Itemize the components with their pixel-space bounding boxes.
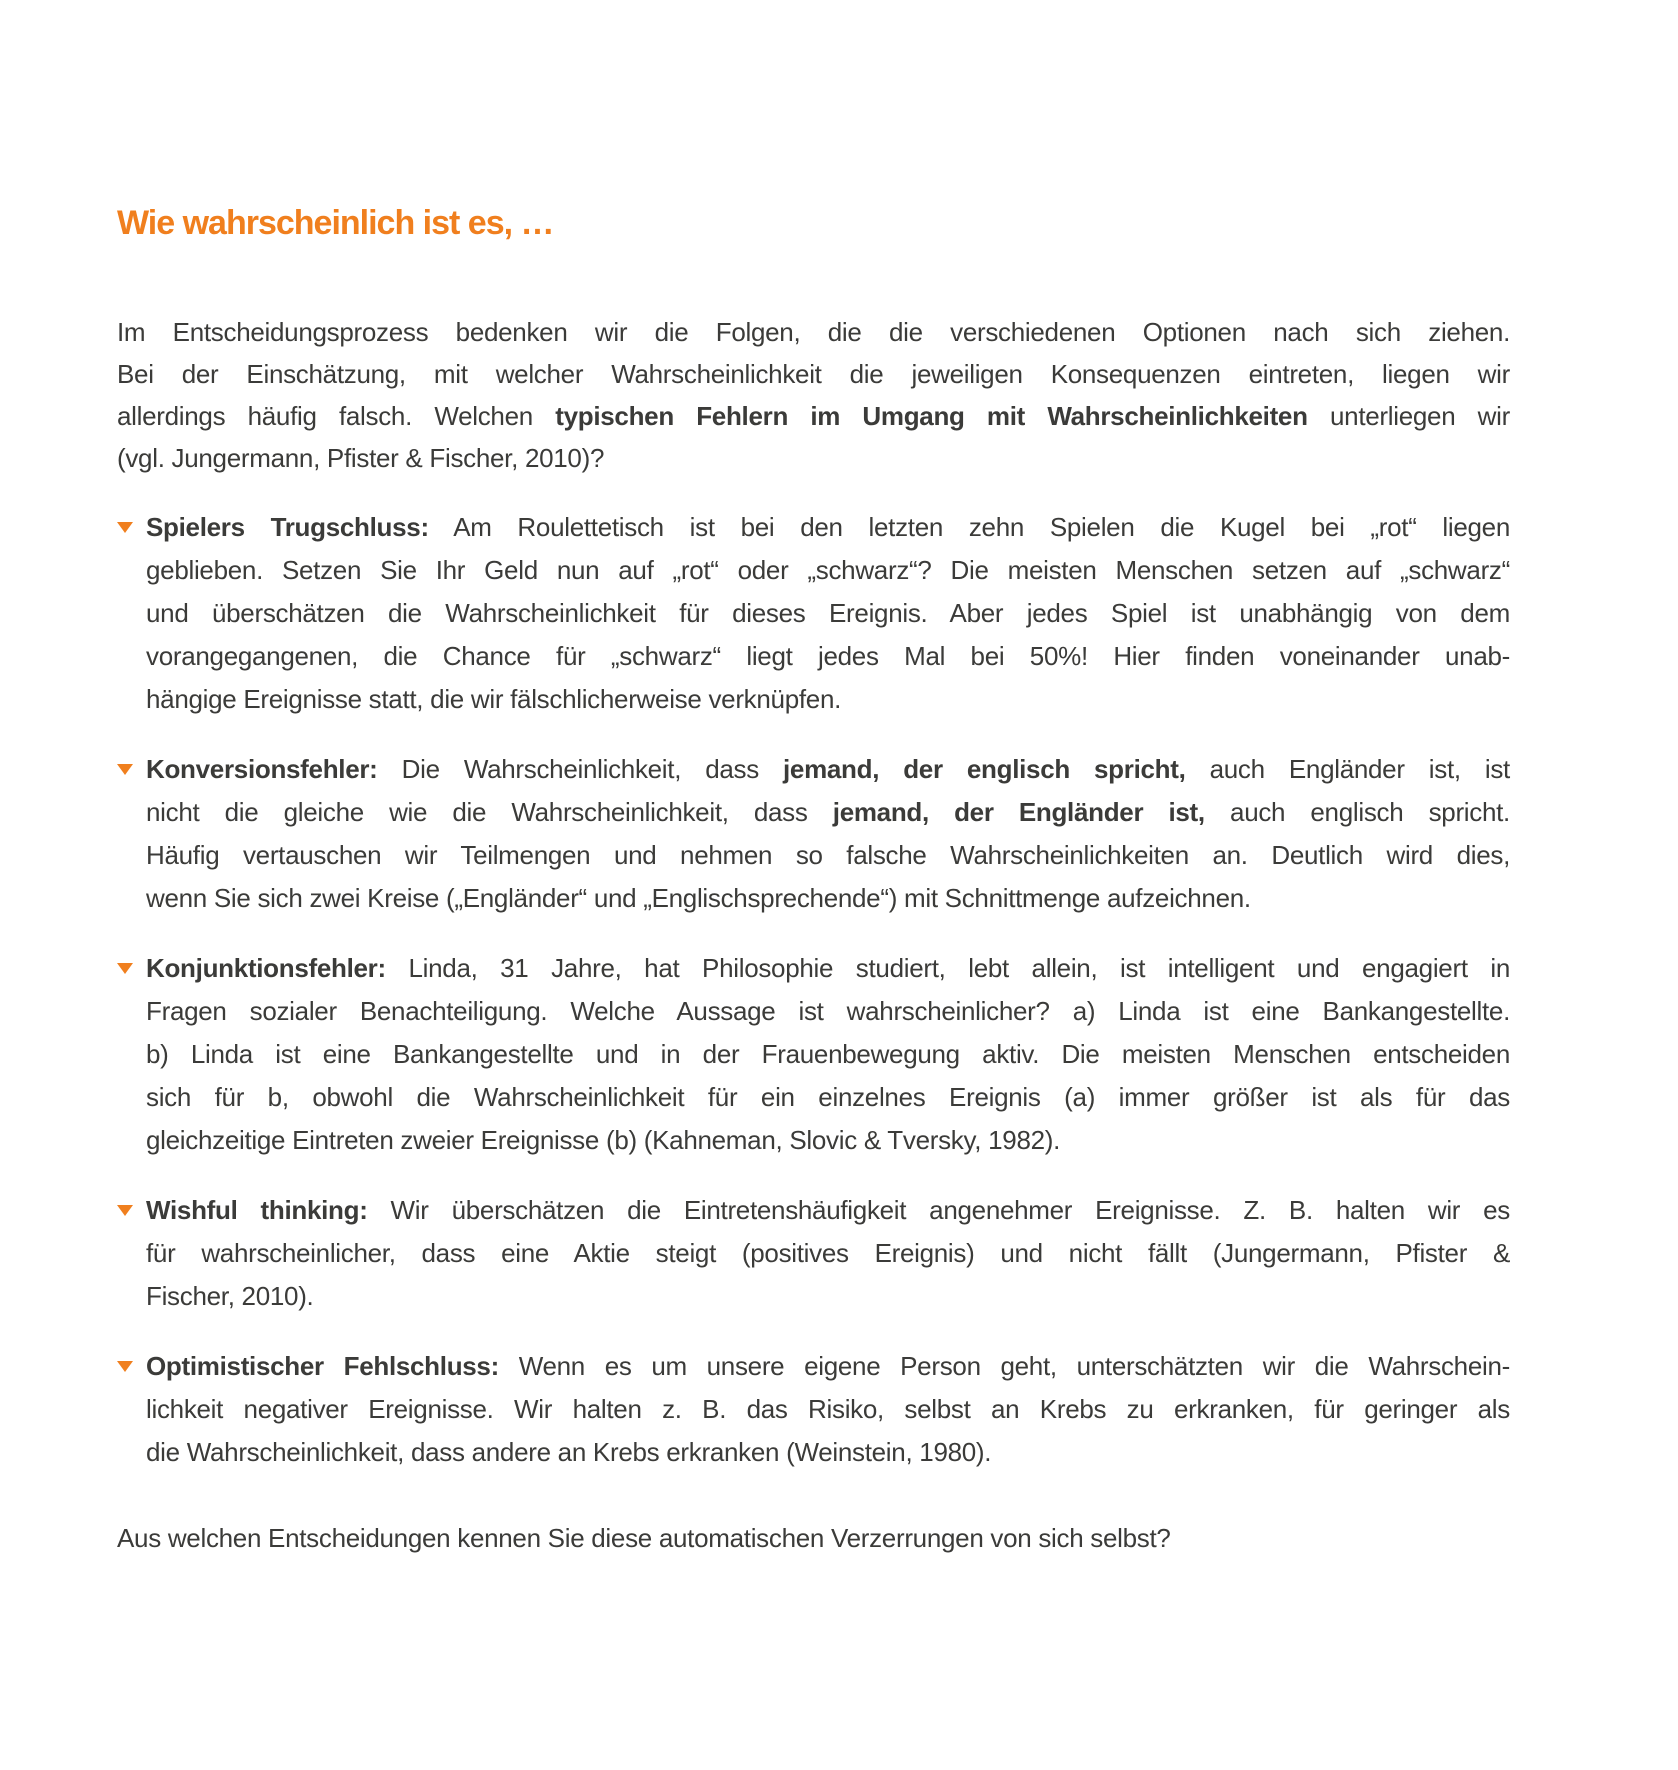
bullet-text xyxy=(146,1345,1510,1474)
text-line xyxy=(146,1232,1510,1275)
text-line xyxy=(146,678,1510,721)
text-line xyxy=(146,1431,1510,1474)
text-run: Wir überschätzen die Eintretenshäufigkeit angenehmer Ereignisse. Z. B. halten wir es xyxy=(367,1195,1510,1225)
text-run: Linda, 31 Jahre, hat Philosophie studiert, lebt allein, ist intelligent und engagiert in xyxy=(385,953,1510,983)
text-run: sich für b, obwohl die Wahrscheinlichkeit für ein einzelnes Ereignis (a) immer größer ist als für das xyxy=(146,1082,1510,1112)
text-run: auch Engländer ist, ist xyxy=(1185,754,1510,784)
text-run: lichkeit negativer Ereignisse. Wir halten z. B. das Risiko, selbst an Krebs zu erkranken, für geringer als xyxy=(146,1394,1510,1424)
bullet-item-optimistischer-fehlschluss xyxy=(117,1345,1510,1474)
text-line xyxy=(146,1345,1510,1388)
text-line xyxy=(146,990,1510,1033)
bullet-text xyxy=(146,947,1510,1162)
bullet-text xyxy=(146,1189,1510,1318)
text-line xyxy=(146,834,1510,877)
bold-text-run: Optimistischer Fehlschluss: xyxy=(146,1351,499,1381)
text-run: wenn Sie sich zwei Kreise („Engländer“ und „Englischsprechende“) mit Schnittmenge aufzeichnen. xyxy=(146,883,1251,913)
text-line xyxy=(117,311,1510,353)
text-line xyxy=(146,592,1510,635)
text-run: hängige Ereignisse statt, die wir fälschlicherweise verknüpfen. xyxy=(146,684,842,714)
text-line xyxy=(117,437,1510,479)
bold-text-run: jemand, der englisch spricht, xyxy=(783,754,1186,784)
text-run: für wahrscheinlicher, dass eine Aktie steigt (positives Ereignis) und nicht fällt (Jungermann, Pfister & xyxy=(146,1238,1510,1268)
text-column xyxy=(117,203,1510,1559)
bullet-item-konversionsfehler xyxy=(117,748,1510,920)
bold-text-run: Spielers Trugschluss: xyxy=(146,512,429,542)
triangle-down-icon xyxy=(117,764,133,775)
text-run: die Wahrscheinlichkeit, dass andere an Krebs erkranken (Weinstein, 1980). xyxy=(146,1437,992,1467)
text-line xyxy=(146,635,1510,678)
bullet-item-spielers-trugschluss xyxy=(117,506,1510,721)
text-line xyxy=(117,395,1510,437)
bullet-item-konjunktionsfehler xyxy=(117,947,1510,1162)
text-run: allerdings häufig falsch. Welchen xyxy=(117,401,556,431)
triangle-down-icon xyxy=(117,1205,133,1216)
text-line xyxy=(146,877,1510,920)
text-line xyxy=(146,1189,1510,1232)
closing-paragraph: Aus welchen Entscheidungen kennen Sie diese automatischen Verzerrungen von sich selbst? xyxy=(117,1523,1171,1553)
bold-text-run: Konversionsfehler: xyxy=(146,754,378,784)
triangle-down-icon xyxy=(117,963,133,974)
bullet-item-wishful-thinking xyxy=(117,1189,1510,1318)
text-run: Fischer, 2010). xyxy=(146,1281,314,1311)
text-line xyxy=(146,549,1510,592)
triangle-down-icon xyxy=(117,1361,133,1372)
text-run: vorangegangenen, die Chance für „schwarz“ liegt jedes Mal bei 50%! Hier finden voneinander unab- xyxy=(146,641,1510,671)
text-line xyxy=(146,1033,1510,1076)
text-line xyxy=(146,1119,1510,1162)
text-line xyxy=(146,748,1510,791)
intro-paragraph xyxy=(117,311,1510,479)
text-line xyxy=(146,1275,1510,1318)
text-run: Am Roulettetisch ist bei den letzten zehn Spielen die Kugel bei „rot“ liegen xyxy=(428,512,1510,542)
bullet-text xyxy=(146,506,1510,721)
text-run: Bei der Einschätzung, mit welcher Wahrscheinlichkeit die jeweiligen Konsequenzen eintreten, liegen wir xyxy=(117,359,1510,389)
text-run: unterliegen wir xyxy=(1307,401,1510,431)
bullet-text xyxy=(146,748,1510,920)
text-run: (vgl. Jungermann, Pfister & Fischer, 2010)? xyxy=(117,443,605,473)
triangle-down-icon xyxy=(117,522,133,533)
bold-text-run: Konjunktionsfehler: xyxy=(146,953,386,983)
text-run: und überschätzen die Wahrscheinlichkeit für dieses Ereignis. Aber jedes Spiel ist unabhängig von dem xyxy=(146,598,1510,628)
text-run: nicht die gleiche wie die Wahrscheinlichkeit, dass xyxy=(146,797,833,827)
text-run: Im Entscheidungsprozess bedenken wir die Folgen, die die verschiedenen Optionen nach sich ziehen. xyxy=(117,317,1510,347)
text-line xyxy=(146,947,1510,990)
text-line xyxy=(117,353,1510,395)
text-line xyxy=(146,1076,1510,1119)
text-line xyxy=(146,506,1510,549)
bold-text-run: jemand, der Engländer ist, xyxy=(832,797,1205,827)
text-run: Wenn es um unsere eigene Person geht, unterschätzten wir die Wahrschein- xyxy=(498,1351,1510,1381)
text-run: Die Wahrscheinlichkeit, dass xyxy=(377,754,783,784)
text-line xyxy=(146,1388,1510,1431)
text-run: Häufig vertauschen wir Teilmengen und nehmen so falsche Wahrscheinlichkeiten an. Deutlich wird dies, xyxy=(146,840,1510,870)
text-run: gleichzeitige Eintreten zweier Ereignisse (b) (Kahneman, Slovic & Tversky, 1982). xyxy=(146,1125,1061,1155)
text-run: geblieben. Setzen Sie Ihr Geld nun auf „rot“ oder „schwarz“? Die meisten Menschen setzen auf „schwarz“ xyxy=(146,555,1510,585)
text-run: b) Linda ist eine Bankangestellte und in der Frauenbewegung aktiv. Die meisten Menschen entscheiden xyxy=(146,1039,1510,1069)
text-run: auch englisch spricht. xyxy=(1204,797,1510,827)
bold-text-run: typischen Fehlern im Umgang mit Wahrscheinlichkeiten xyxy=(555,401,1308,431)
bold-text-run: Wishful thinking: xyxy=(146,1195,368,1225)
text-line xyxy=(146,791,1510,834)
page-title: Wie wahrscheinlich ist es, … xyxy=(117,204,554,242)
text-run: Fragen sozialer Benachteiligung. Welche Aussage ist wahrscheinlicher? a) Linda ist eine Bankangestellte. xyxy=(146,996,1510,1026)
